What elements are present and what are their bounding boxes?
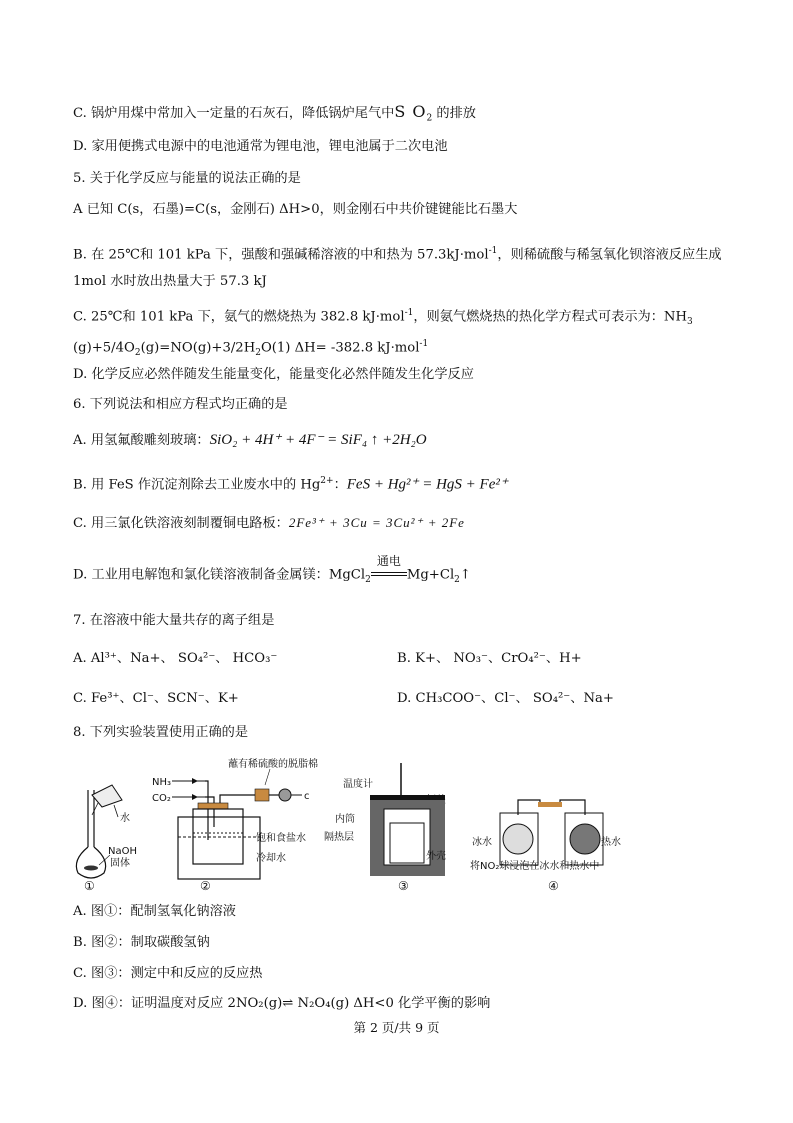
option-text: A 已知 C(s，石墨)=C(s，金刚石) ΔH>0，则金刚石中共价键键能比石墨大 [73, 202, 518, 217]
option-text: B. 图②：制取碳酸氢钠 [73, 935, 210, 950]
option-c-boiler [73, 103, 476, 128]
q8-option-c [73, 965, 262, 983]
option-text: C. 图③：测定中和反应的反应热 [73, 966, 263, 981]
label-caption: 将NO₂球浸泡在冰水和热水中 [470, 861, 600, 872]
page-number: 第 2 页/共 9 页 [353, 1020, 440, 1035]
option-text: B. K+、 NO₃⁻、CrO₄²⁻、H+ [397, 651, 582, 666]
label-co2: CO₂ [152, 793, 171, 804]
label-thermometer: 温度计 [343, 779, 373, 790]
superscript: -1 [404, 308, 414, 318]
option-text-end: ，则稀硫酸与稀氢氧化钡溶液反应生成 [497, 247, 722, 263]
q7-option-c [73, 690, 239, 708]
label-cooling-water: 冷却水 [256, 853, 286, 864]
q6-option-b [73, 472, 508, 494]
q5-option-b-line1 [73, 242, 722, 264]
figure-number-1: ① [84, 879, 95, 893]
label-solid: 固体 [110, 858, 130, 869]
figure-number-4: ④ [548, 879, 559, 893]
figure-number-2: ② [200, 879, 211, 893]
option-text: C. Fe³⁺、Cl⁻、SCN⁻、K+ [73, 691, 239, 706]
question-7 [73, 612, 274, 630]
equation: FeS + Hg²⁺ = HgS + Fe²⁺ [346, 476, 508, 493]
figure-4-no2-flasks [470, 800, 621, 893]
subscript: 2 [134, 348, 141, 359]
label-water: 水 [120, 813, 130, 824]
option-text: A. 用氢氟酸雕刻玻璃： [73, 433, 210, 448]
arrow-line-top [371, 572, 407, 573]
option-text-end: ： [333, 477, 347, 493]
so2-formula: S O [394, 102, 427, 121]
q7-option-a [73, 650, 277, 668]
superscript: -1 [488, 246, 498, 256]
option-text: B. 在 25℃和 101 kPa 下，强酸和强碱稀溶液的中和热为 57.3kJ·mol [73, 247, 489, 263]
question-text: 5. 关于化学反应与能量的说法正确的是 [73, 171, 301, 186]
q6-option-c [73, 514, 465, 533]
label-inner-cup: 内筒 [335, 814, 355, 825]
option-text-end: ，则氨气燃烧热的热化学方程式可表示为：NH [413, 309, 687, 325]
label-insulation: 隔热层 [324, 832, 354, 843]
subscript: 2 [426, 113, 433, 124]
arrow-label: 通电 [376, 554, 401, 568]
q5-option-a [73, 201, 517, 219]
question-8 [73, 724, 248, 742]
subscript: 3 [686, 317, 693, 328]
option-text-end: 的排放 [432, 106, 476, 121]
option-text: 1mol 水时放出热量大于 57.3 kJ [73, 274, 267, 289]
option-text: D. 化学反应必然伴随发生能量变化，能量变化必然伴随发生化学反应 [73, 367, 474, 382]
superscript: 2+ [320, 476, 334, 486]
q5-option-d [73, 366, 474, 384]
option-text: C. 用三氯化铁溶液刻制覆铜电路板： [73, 516, 289, 531]
q8-option-b [73, 934, 210, 952]
question-5 [73, 170, 301, 188]
subscript: 2 [365, 575, 371, 586]
q8-option-d [73, 995, 490, 1013]
label-nh3: NH₃ [152, 777, 172, 788]
figure-1-volumetric-flask [76, 785, 137, 893]
formula-part: (g)+5/4O [73, 340, 135, 356]
up-arrow: ↑ [459, 567, 471, 583]
equation: 2Fe³⁺ + 3Cu = 3Cu²⁺ + 2Fe [288, 515, 465, 530]
q5-option-c-line1 [73, 304, 693, 331]
equation: SiO₂ + 4H⁺ + 4F⁻ = SiF₄ ↑ +2H₂O [209, 432, 427, 448]
q6-option-a [73, 431, 427, 450]
option-text: C. 锅炉用煤中常加入一定量的石灰石，降低锅炉尾气中 [73, 106, 395, 121]
label-ice-water: 冰水 [472, 837, 492, 848]
page-footer [0, 1018, 793, 1036]
label-hot-water: 热水 [601, 837, 621, 848]
question-text: 6. 下列说法和相应方程式均正确的是 [73, 397, 288, 412]
formula-part: O(1) ΔH= -382.8 kJ·mol [260, 340, 420, 356]
option-text-end: Mg+Cl [406, 567, 455, 583]
q7-option-d [397, 690, 614, 708]
figure-3-calorimeter [324, 763, 446, 893]
q5-option-b-line2 [73, 273, 267, 291]
option-text: D. CH₃COO⁻、Cl⁻、 SO₄²⁻、Na+ [397, 691, 614, 706]
option-text: B. 用 FeS 作沉淀剂除去工业废水中的 Hg [73, 477, 321, 493]
figure-2-gas-bottle [152, 757, 318, 893]
subscript: 2 [454, 575, 460, 586]
option-text: D. 图④：证明温度对反应 2NO₂(g)⇌ N₂O₄(g) ΔH<0 化学平衡的影响 [73, 996, 491, 1011]
option-text: C. 25℃和 101 kPa 下，氨气的燃烧热为 382.8 kJ·mol [73, 309, 405, 325]
label-brine: 饱和食盐水 [256, 833, 306, 844]
label-cotton: 蘸有稀硫酸的脱脂棉 [228, 759, 318, 770]
question-6 [73, 396, 288, 414]
formula-part: (g)=NO(g)+3/2H [140, 340, 256, 356]
option-text: A. 图①：配制氢氧化钠溶液 [73, 904, 236, 919]
subscript: 2 [255, 348, 261, 359]
label-c: c [304, 791, 310, 802]
q5-option-c-line2 [73, 335, 428, 362]
option-d-battery [73, 138, 448, 156]
option-text: A. Al³⁺、Na+、 SO₄²⁻、 HCO₃⁻ [73, 651, 278, 666]
question-text: 8. 下列实验装置使用正确的是 [73, 725, 249, 740]
arrow-line-bottom [371, 575, 407, 576]
figure-number-3: ③ [398, 879, 409, 893]
q6-option-d [73, 554, 471, 589]
label-outer-shell: 外壳 [426, 851, 446, 862]
option-text: D. 家用便携式电源中的电池通常为锂电池，锂电池属于二次电池 [73, 139, 448, 154]
label-naoh: NaOH [108, 846, 137, 857]
option-text: D. 工业用电解饱和氯化镁溶液制备金属镁：MgCl [73, 567, 366, 583]
question-text: 7. 在溶液中能大量共存的离子组是 [73, 613, 275, 628]
q7-option-b [397, 650, 582, 668]
superscript: -1 [419, 339, 429, 349]
electrolysis-arrow [371, 554, 407, 584]
apparatus-figure [70, 755, 670, 895]
q8-option-a [73, 903, 236, 921]
